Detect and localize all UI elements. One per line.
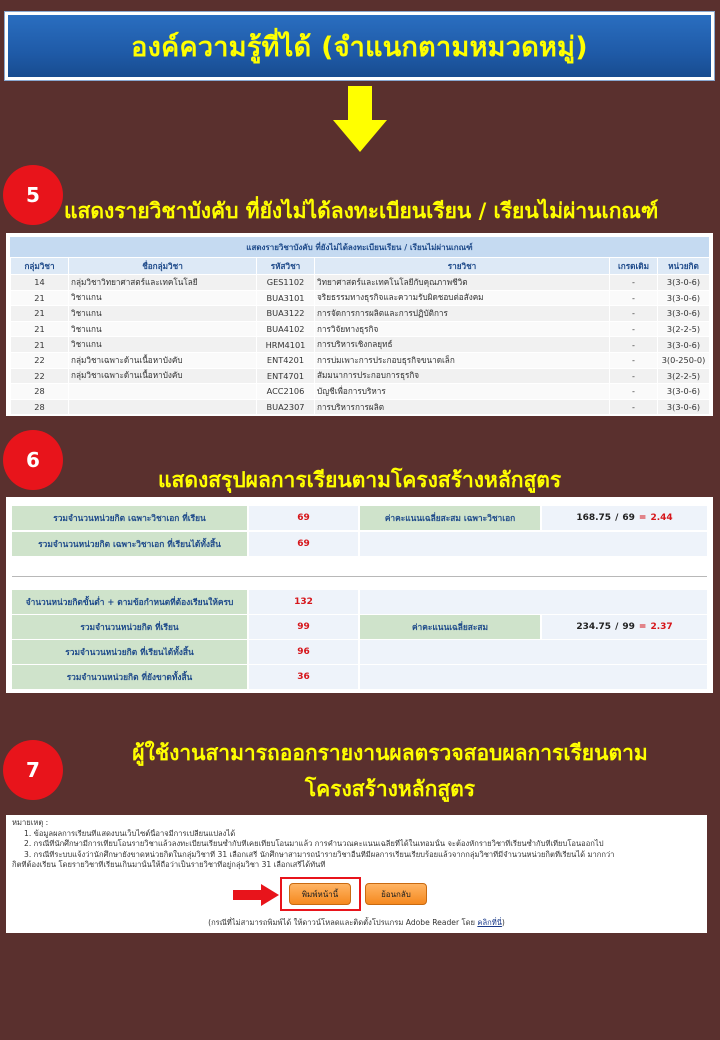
row-prev-grade: - (610, 399, 658, 415)
row-prev-grade: - (610, 384, 658, 400)
row-course-code: BUA3101 (257, 290, 315, 306)
row-course-code: GES1102 (257, 275, 315, 291)
table-row (11, 306, 710, 322)
header-group: กลุ่มวิชา (11, 258, 69, 275)
step-5-title: แสดงรายวิชาบังคับ ที่ยังไม่ได้ลงทะเบียนเรียน / เรียนไม่ผ่านเกณฑ์ (64, 199, 659, 223)
row-course-name: การจัดการการผลิตและการปฏิบัติการ (315, 306, 610, 322)
row-group: 22 (11, 368, 69, 384)
total-gpa-value: 2.37 (650, 622, 673, 632)
missing-credits-value: 36 (249, 665, 360, 689)
blank-cell (360, 532, 707, 556)
blank-cell (360, 590, 707, 614)
header-course-code: รหัสวิชา (257, 258, 315, 275)
row-credits: 3(3-0-6) (658, 275, 710, 291)
major-gpa-equals: = (638, 513, 647, 523)
major-passed-label: รวมจำนวนหน่วยกิต เฉพาะวิชาเอก ที่เรียนได้ทั้งสิ้น (12, 532, 249, 556)
row-group: 21 (11, 290, 69, 306)
download-link[interactable]: คลิกที่นี่ (477, 918, 502, 927)
adobe-note-text: (กรณีที่ไม่สามารถพิมพ์ได้ ให้ดาวน์โหลดและติดตั้งโปรแกรม Adobe Reader โดย (208, 918, 475, 927)
table-row (11, 384, 710, 400)
major-gpa-slash: / (615, 513, 619, 523)
step-7-title-line1: ผู้ใช้งานสามารถออกรายงานผลตรวจสอบผลการเรียนตาม (132, 741, 648, 765)
required-courses-table (10, 257, 710, 415)
step-5-badge: 5 (3, 165, 63, 225)
row-prev-grade: - (610, 275, 658, 291)
header-group-name: ชื่อกลุ่มวิชา (69, 258, 257, 275)
major-gpa-value: 2.44 (650, 513, 673, 523)
missing-credits-label: รวมจำนวนหน่วยกิต ที่ยังขาดทั้งสิ้น (12, 665, 249, 689)
row-group-name (69, 384, 257, 400)
row-prev-grade: - (610, 352, 658, 368)
row-course-name: การบริหารเชิงกลยุทธ์ (315, 337, 610, 353)
major-credits-label: รวมจำนวนหน่วยกิต เฉพาะวิชาเอก ที่เรียน (12, 506, 249, 530)
major-gpa-calc (542, 506, 707, 530)
required-courses-panel (6, 233, 713, 416)
total-passed-label: รวมจำนวนหน่วยกิต ที่เรียนได้ทั้งสิ้น (12, 640, 249, 664)
blank-cell (360, 665, 707, 689)
header-course-name: รายวิชา (315, 258, 610, 275)
table-row (11, 321, 710, 337)
major-credits-row (12, 506, 707, 530)
row-group-name: วิชาแกน (69, 306, 257, 322)
row-course-code: ACC2106 (257, 384, 315, 400)
table-row (11, 399, 710, 415)
row-credits: 3(2-2-5) (658, 321, 710, 337)
note-item-1: 1. ข้อมูลผลการเรียนที่แสดงบนเว็บไซต์นี้อาจมีการเปลี่ยนแปลงได้ (24, 828, 236, 838)
row-group: 22 (11, 352, 69, 368)
table-row (11, 352, 710, 368)
row-group: 21 (11, 321, 69, 337)
major-gpa-divisor: 69 (622, 513, 635, 523)
major-gpa-label: ค่าคะแนนเฉลี่ยสะสม เฉพาะวิชาเอก (360, 506, 542, 530)
row-prev-grade: - (610, 337, 658, 353)
row-course-name: การบริหารการผลิต (315, 399, 610, 415)
step-6-title: แสดงสรุปผลการเรียนตามโครงสร้างหลักสูตร (158, 468, 562, 492)
row-group-name: วิชาแกน (69, 337, 257, 353)
step-6-badge: 6 (3, 430, 63, 490)
row-credits: 3(0-250-0) (658, 352, 710, 368)
step-7-title-line2: โครงสร้างหลักสูตร (304, 777, 476, 801)
note-heading: หมายเหตุ : (12, 818, 49, 827)
total-credits-value: 99 (249, 615, 360, 639)
summary-panel (6, 497, 713, 693)
table-row (11, 368, 710, 384)
min-credits-label: จำนวนหน่วยกิตขั้นต่ำ + ตามข้อกำหนดที่ต้องเรียนให้ครบ (12, 590, 249, 614)
total-gpa-slash: / (615, 622, 619, 632)
row-credits: 3(2-2-5) (658, 368, 710, 384)
total-gpa-equals: = (638, 622, 647, 632)
table-row (11, 337, 710, 353)
row-group: 28 (11, 399, 69, 415)
row-group-name: กลุ่มวิชาวิทยาศาสตร์และเทคโนโลยี (69, 275, 257, 291)
note-item-2: 2. กรณีที่นักศึกษามีการเทียบโอนรายวิชาแล้วลงทะเบียนเรียนซ้ำกับที่เคยเทียบโอนมาแล้ว การคำนวณคะแนนเฉลี่ยที่ได้ในเทอมนั้น จะต้องหักรายวิชาที่เรียนซ้ำกับที่เทียบโอนออกไป (24, 839, 604, 848)
row-prev-grade: - (610, 368, 658, 384)
row-course-code: HRM4101 (257, 337, 315, 353)
table-row (11, 275, 710, 291)
row-course-code: BUA3122 (257, 306, 315, 322)
major-credits-value: 69 (249, 506, 360, 530)
row-course-code: ENT4201 (257, 352, 315, 368)
row-course-name: สัมมนาการประกอบการธุรกิจ (315, 368, 610, 384)
total-passed-value: 96 (249, 640, 360, 664)
row-credits: 3(3-0-6) (658, 306, 710, 322)
print-panel (6, 815, 707, 933)
row-credits: 3(3-0-6) (658, 290, 710, 306)
banner-title: องค์ความรู้ที่ได้ (จำแนกตามหมวดหมู่) (131, 31, 588, 63)
table-header-row (11, 258, 710, 275)
total-gpa-calc (542, 615, 707, 639)
table-caption: แสดงรายวิชาบังคับ ที่ยังไม่ได้ลงทะเบียนเรียน / เรียนไม่ผ่านเกณฑ์ (10, 237, 709, 257)
row-group: 21 (11, 306, 69, 322)
row-course-name: บัญชีเพื่อการบริหาร (315, 384, 610, 400)
row-group-name (69, 399, 257, 415)
right-arrow-icon (233, 884, 279, 906)
total-gpa-label: ค่าคะแนนเฉลี่ยสะสม (360, 615, 542, 639)
row-group-name: วิชาแกน (69, 321, 257, 337)
row-group: 28 (11, 384, 69, 400)
adobe-reader-note (6, 917, 707, 929)
note-item-3-cont: กิตที่ต้องเรียน โดยรายวิชาที่เรียนเกินมานั้นให้ถือว่าเป็นรายวิชาที่อยู่กลุ่มวิชา 31 เลือกเสรีได้ทันที (12, 860, 326, 869)
total-passed-row (12, 640, 707, 664)
row-group-name: กลุ่มวิชาเฉพาะด้านเนื้อหาบังคับ (69, 368, 257, 384)
row-credits: 3(3-0-6) (658, 384, 710, 400)
down-arrow-icon (333, 86, 387, 152)
row-course-name: จริยธรรมทางธุรกิจและความรับผิดชอบต่อสังคม (315, 290, 610, 306)
major-passed-row (12, 532, 707, 556)
row-group: 14 (11, 275, 69, 291)
major-gpa-points: 168.75 (576, 513, 612, 523)
total-credits-label: รวมจำนวนหน่วยกิต ที่เรียน (12, 615, 249, 639)
row-course-name: การวิจัยทางธุรกิจ (315, 321, 610, 337)
back-button[interactable]: ย้อนกลับ (365, 883, 427, 905)
note-item-3: 3. กรณีที่ระบบแจ้งว่านักศึกษายังขาดหน่วยกิตในกลุ่มวิชาที่ 31 เลือกเสรี นักศึกษาสามารถนำรายวิชาอื่นที่มีผลการเรียนเรียบร้อยแล้วจากกลุ่มวิชาที่มีจำนวนหน่วยกิตที่เรียนได้ มากกว่า (24, 849, 615, 859)
row-course-code: ENT4701 (257, 368, 315, 384)
row-group-name: กลุ่มวิชาเฉพาะด้านเนื้อหาบังคับ (69, 352, 257, 368)
row-course-code: BUA2307 (257, 399, 315, 415)
total-gpa-points: 234.75 (576, 622, 612, 632)
summary-divider (12, 576, 707, 577)
row-credits: 3(3-0-6) (658, 337, 710, 353)
header-prev-grade: เกรดเดิม (610, 258, 658, 275)
missing-credits-row (12, 665, 707, 689)
header-banner (5, 12, 714, 80)
row-course-name: วิทยาศาสตร์และเทคโนโลยีกับคุณภาพชีวิต (315, 275, 610, 291)
min-credits-row (12, 590, 707, 614)
total-credits-row (12, 615, 707, 639)
adobe-note-close: ) (501, 918, 505, 927)
row-prev-grade: - (610, 321, 658, 337)
min-credits-value: 132 (249, 590, 360, 614)
header-credits: หน่วยกิต (658, 258, 710, 275)
total-gpa-divisor: 99 (622, 622, 635, 632)
row-credits: 3(3-0-6) (658, 399, 710, 415)
row-course-name: การบ่มเพาะการประกอบธุรกิจขนาดเล็ก (315, 352, 610, 368)
major-passed-value: 69 (249, 532, 360, 556)
row-prev-grade: - (610, 290, 658, 306)
print-button[interactable]: พิมพ์หน้านี้ (289, 883, 351, 905)
row-group: 21 (11, 337, 69, 353)
blank-cell (360, 640, 707, 664)
row-prev-grade: - (610, 306, 658, 322)
row-group-name: วิชาแกน (69, 290, 257, 306)
row-course-code: BUA4102 (257, 321, 315, 337)
table-row (11, 290, 710, 306)
step-7-badge: 7 (3, 740, 63, 800)
